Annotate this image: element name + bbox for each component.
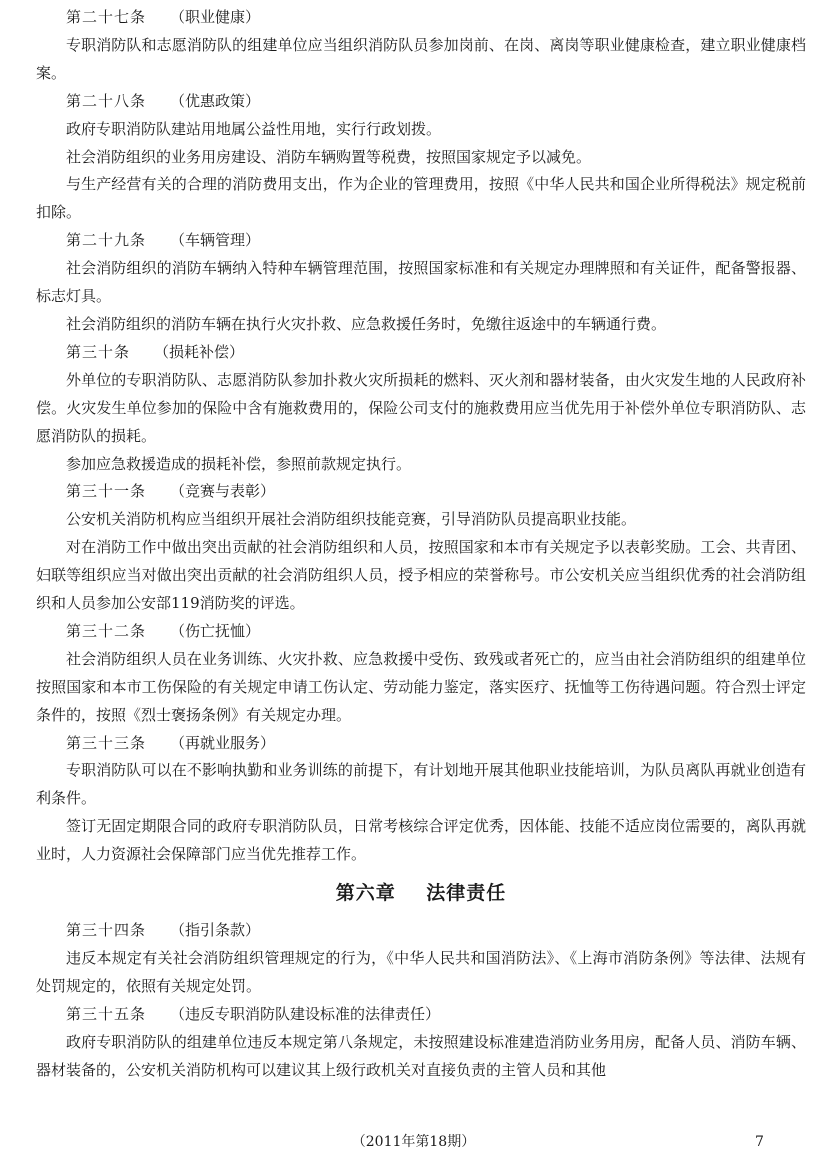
article-title: （优惠政策）: [170, 91, 261, 110]
article-title: （车辆管理）: [170, 231, 261, 250]
article-paragraph: 对在消防工作中做出突出贡献的社会消防组织和人员，按照国家和本市有关规定予以表彰奖励。工会、共青团、妇联等组织应当对做出突出贡献的社会消防组织人员，授予相应的荣誉称号。市公安机关应当组织优秀的社会消防组织和人员参加公安部119消防奖的评选。: [36, 538, 806, 613]
article-number: 第三十三条: [66, 733, 147, 752]
article-number: 第三十五条: [66, 1004, 147, 1023]
chapter-heading: [36, 871, 806, 915]
articles-section-top: [36, 4, 806, 869]
article-heading: [36, 1001, 806, 1029]
article-paragraph: 社会消防组织的业务用房建设、消防车辆购置等税费，按照国家规定予以减免。: [66, 147, 592, 166]
chapter-number: 第六章: [335, 882, 396, 905]
page-footer: [0, 1128, 827, 1156]
article-paragraph: 社会消防组织的消防车辆在执行火灾扑救、应急救援任务时，免缴往返途中的车辆通行费。: [66, 314, 667, 333]
issue-label: （2011年第18期）: [351, 1134, 476, 1150]
page-content: [36, 4, 806, 1085]
article-heading: [36, 917, 806, 945]
article-paragraph: 社会消防组织人员在业务训练、火灾扑救、应急救援中受伤、致残或者死亡的，应当由社会消防组织的组建单位按照国家和本市工伤保险的有关规定申请工伤认定、劳动能力鉴定，落实医疗、抚恤等工伤待遇问题。符合烈士评定条件的，按照《烈士褒扬条例》有关规定办理。: [36, 649, 806, 724]
article-number: 第三十条: [66, 342, 131, 361]
article-paragraph: 与生产经营有关的合理的消防费用支出，作为企业的管理费用，按照《中华人民共和国企业所得税法》规定税前扣除。: [36, 175, 806, 222]
article-heading: [36, 339, 806, 367]
article-title: （伤亡抚恤）: [170, 621, 261, 640]
article-paragraph: 公安机关消防机构应当组织开展社会消防组织技能竞赛，引导消防队员提高职业技能。: [66, 510, 637, 529]
article-number: 第三十四条: [66, 921, 147, 940]
article-paragraph: 专职消防队和志愿消防队的组建单位应当组织消防队员参加岗前、在岗、离岗等职业健康检查，建立职业健康档案。: [36, 35, 806, 82]
article-title: （职业健康）: [170, 8, 261, 26]
chapter-title: 法律责任: [426, 882, 507, 905]
article-number: 第二十八条: [66, 91, 147, 110]
article-paragraph: 专职消防队可以在不影响执勤和业务训练的前提下，有计划地开展其他职业技能培训，为队员离队再就业创造有利条件。: [36, 761, 806, 808]
article-paragraph: 社会消防组织的消防车辆纳入特种车辆管理范围，按照国家标准和有关规定办理牌照和有关证件，配备警报器、标志灯具。: [36, 259, 806, 306]
article-paragraph: 签订无固定期限合同的政府专职消防队员，日常考核综合评定优秀，因体能、技能不适应岗位需要的，离队再就业时，人力资源社会保障部门应当优先推荐工作。: [36, 817, 806, 864]
article-heading: [36, 730, 806, 758]
articles-section-bottom: [36, 917, 806, 1084]
article-number: 第三十二条: [66, 621, 147, 640]
article-number: 第二十七条: [66, 8, 147, 26]
article-paragraph: 政府专职消防队的组建单位违反本规定第八条规定，未按照建设标准建造消防业务用房，配备人员、消防车辆、器材装备的，公安机关消防机构可以建议其上级行政机关对直接负责的主管人员和其他: [36, 1032, 806, 1079]
article-heading: [36, 88, 806, 116]
article-paragraph: 政府专职消防队建站用地属公益性用地，实行行政划拨。: [66, 119, 442, 138]
article-paragraph: 参加应急救援造成的损耗补偿，参照前款规定执行。: [66, 454, 412, 473]
article-title: （违反专职消防队建设标准的法律责任）: [170, 1004, 441, 1023]
article-number: 第三十一条: [66, 482, 147, 501]
article-number: 第二十九条: [66, 231, 147, 250]
article-title: （指引条款）: [170, 921, 261, 940]
article-heading: [36, 227, 806, 255]
article-title: （竞赛与表彰）: [170, 482, 276, 501]
article-heading: [36, 618, 806, 646]
article-title: （损耗补偿）: [154, 342, 245, 361]
page-number: 7: [755, 1134, 764, 1150]
article-paragraph: 外单位的专职消防队、志愿消防队参加扑救火灾所损耗的燃料、灭火剂和器材装备，由火灾发生地的人民政府补偿。火灾发生单位参加的保险中含有施救费用的，保险公司支付的施救费用应当优先用于补偿外单位专职消防队、志愿消防队的损耗。: [36, 370, 806, 445]
article-heading: [36, 4, 806, 32]
article-title: （再就业服务）: [170, 733, 276, 752]
article-heading: [36, 478, 806, 506]
article-paragraph: 违反本规定有关社会消防组织管理规定的行为，《中华人民共和国消防法》、《上海市消防条例》等法律、法规有处罚规定的，依照有关规定处罚。: [36, 949, 806, 995]
